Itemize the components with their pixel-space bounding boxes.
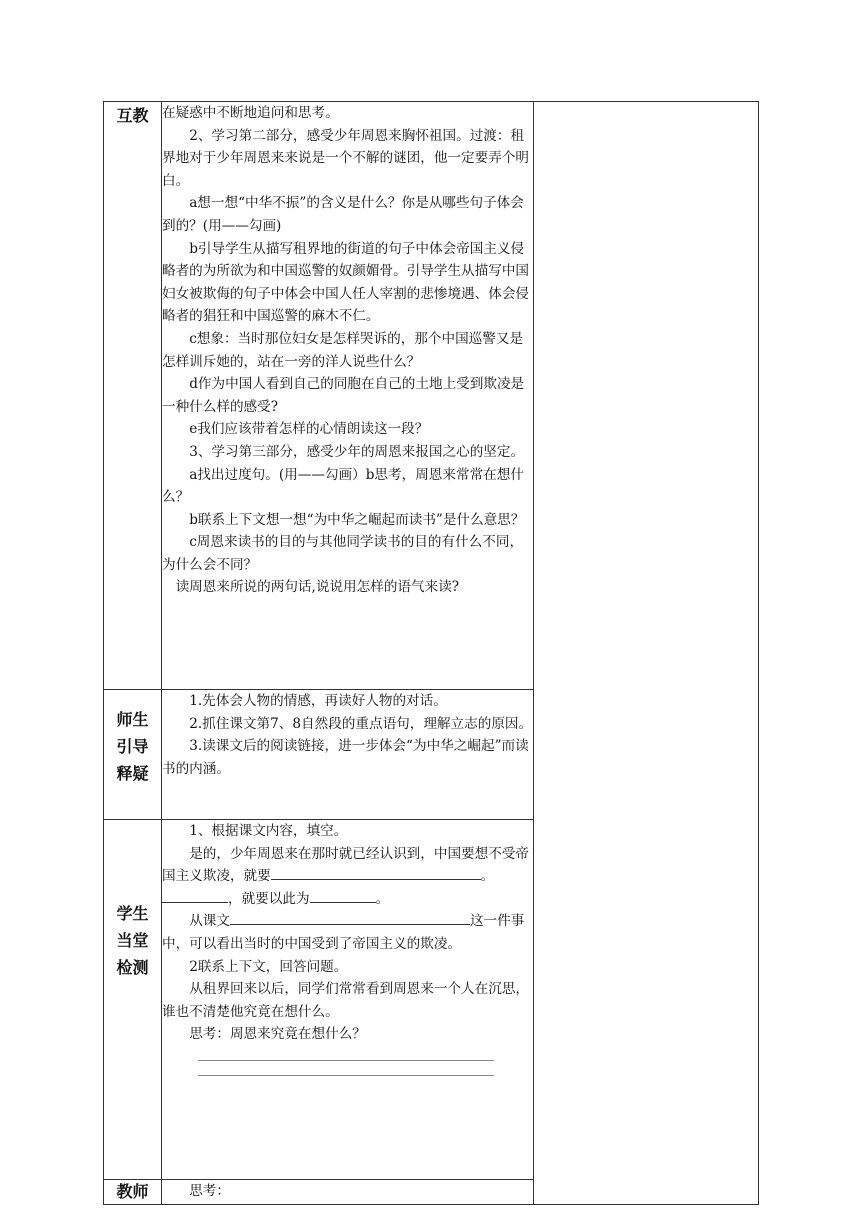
row-label [104,102,162,690]
fill-blank[interactable] [271,865,481,880]
row-content [162,820,534,1180]
fill-blank[interactable] [230,910,470,925]
row-label-text: 当堂 [116,931,149,950]
row-content [162,102,534,690]
content-line: c想象：当时那位妇女是怎样哭诉的，那个中国巡警又是怎样训斥她的，站在一旁的洋人说些什么？ [162,330,524,370]
table-row [104,102,759,690]
question-title: 2联系上下文，回答问题。 [189,958,348,975]
content-line: 读周恩来所说的两句话,说说用怎样的语气来读? [175,579,460,596]
fill-in-text [162,910,533,955]
row-label [104,820,162,1180]
row-label-text: 学生 [116,904,149,923]
content-line: e我们应该带着怎样的心情朗读这一段？ [189,421,429,438]
content-line: 2.抓住课文第7、8自然段的重点语句，理解立志的原因。 [189,715,533,732]
fill-blank[interactable] [162,888,228,903]
row-label [104,690,162,820]
content-line: a找出过度句。(用——勾画）b思考，周恩来常常在想什么？ [162,466,524,506]
fill-text-segment: 。 [375,890,390,907]
fill-text-segment: 是的，少年周恩来在那时就已经认识到，中国要想不受帝国主义欺凌，就要 [162,845,530,885]
row-label-text: 释疑 [116,764,149,783]
row-label-text: 引导 [116,737,149,756]
content-line: b引导学生从描写租界地的街道的句子中体会帝国主义侵略者的为所欲为和中国巡警的奴颜媚骨。引导学生从描写中国妇女被欺侮的句子中体会中国人任人宰割的悲惨境遇、体会侵略者的猖狂和中国巡警的麻木不仁。 [162,240,530,325]
content-line: 2、学习第二部分，感受少年周恩来胸怀祖国。过渡：租界地对于少年周恩来来说是一个不解的谜团，他一定要弄个明白。 [162,127,530,189]
fill-in-text [162,843,533,911]
notes-column [534,102,759,1205]
fill-text-segment: 。 [480,868,495,885]
row-label-text: 互教 [116,106,149,125]
row-label-text: 教师 [116,1182,149,1201]
row-content [162,690,534,820]
row-label-text: 师生 [116,710,149,729]
fill-text-segment: 从课文 [189,913,230,930]
row-label [104,1180,162,1205]
fill-text-segment: 这一件事中，可以看出当时的中国受到了帝国主义的欺凌。 [162,913,525,952]
content-line: b联系上下文想一想“为中华之崛起而读书”是什么意思？ [189,511,525,528]
lesson-plan-table [103,101,759,1205]
answer-line[interactable] [198,1075,494,1076]
content-line: 1.先体会人物的情感，再读好人物的对话。 [189,693,447,709]
content-line: c周恩来读书的目的与其他同学读书的目的有什么不同，为什么会不同？ [162,534,524,573]
question-text: 从租界回来以后，同学们常常看到周恩来一个人在沉思，谁也不清楚他究竟在想什么。 [162,981,530,1020]
fill-blank[interactable] [310,888,376,903]
content-line: a想一想“中华不振”的含义是什么？你是从哪些句子体会到的？(用——勾画) [162,195,524,234]
fill-text-segment: ，就要以此为 [228,890,310,907]
content-line: d作为中国人看到自己的同胞在自己的土地上受到欺凌是一种什么样的感受? [162,376,525,415]
row-label-text: 检测 [116,958,149,977]
content-line: 在疑惑中不断地追问和思考。 [162,105,339,121]
content-line: 思考： [189,1183,230,1199]
question-prompt: 思考：周恩来究竟在想什么？ [189,1026,366,1043]
content-line: 3、学习第三部分，感受少年的周恩来报国之心的坚定。 [189,443,525,460]
question-title: 1、根据课文内容，填空。 [189,823,348,839]
row-content [162,1180,534,1205]
content-line: 3.读课文后的阅读链接，进一步体会“为中华之崛起”而读书的内涵。 [162,738,529,777]
answer-line[interactable] [198,1060,494,1061]
